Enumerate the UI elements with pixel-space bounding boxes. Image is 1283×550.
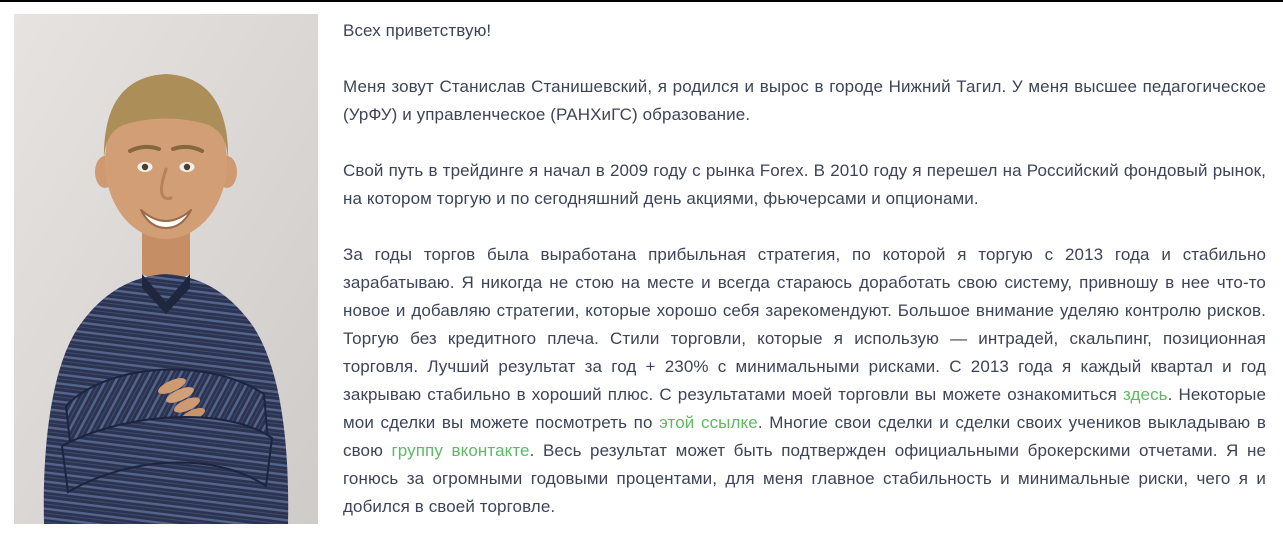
trades-link[interactable]: этой ссылке — [659, 413, 758, 432]
trading-start-paragraph: Свой путь в трейдинге я начал в 2009 году с рынка Forex. В 2010 году я перешел на Российский фондовый рынок, на котором торгую и по сегодняшний день акциями, фьючерсами и опционами. — [343, 161, 1266, 208]
strategy-text-1: За годы торгов была выработана прибыльная стратегия, по которой я торгую с 2013 года и стабильно зарабатываю. Я никогда не стою на месте и всегда стараюсь доработать свою систему, привношу в нее что-то новое и добавляю стратегии, которые хорошо себя зарекомендуют. Большое внимание уделяю контролю рисков. Торгую без кредитного плеча. Стили торговли, которые я использую — интрадей, скальпинг, позиционная торговля. Лучший результат за год + 230% с минимальными рисками. С 2013 года я каждый квартал и год закрываю стабильно в хороший плюс. С результатами моей торговли вы можете ознакомиться — [343, 245, 1266, 404]
greeting-paragraph: Всех приветствую! — [343, 21, 492, 40]
about-text — [343, 17, 1266, 521]
intro-paragraph: Меня зовут Станислав Станишевский, я родился и вырос в городе Нижний Тагил. У меня высшее педагогическое (УрФУ) и управленческое (РАНХиГС) образование. — [343, 77, 1266, 124]
iris-right — [184, 164, 190, 170]
results-link[interactable]: здесь — [1122, 385, 1168, 404]
strategy-text-3: . Многие свои сделки и сделки своих учеников выкладываю в свою — [343, 413, 1266, 460]
portrait-illustration — [14, 14, 318, 524]
iris-left — [142, 164, 148, 170]
strategy-text-4: . Весь результат может быть подтвержден официальными брокерскими отчетами. Я не гонюсь за огромными годовыми процентами, для меня главное стабильность и минимальные риски, чего я и добился в своей торговле. — [343, 441, 1266, 516]
strategy-paragraph — [343, 241, 1266, 521]
profile-photo — [14, 14, 318, 524]
strategy-text-2: . Некоторые мои сделки вы можете посмотреть по — [343, 385, 1266, 432]
vk-group-link[interactable]: группу вконтакте — [391, 441, 530, 460]
top-border — [0, 0, 1283, 2]
